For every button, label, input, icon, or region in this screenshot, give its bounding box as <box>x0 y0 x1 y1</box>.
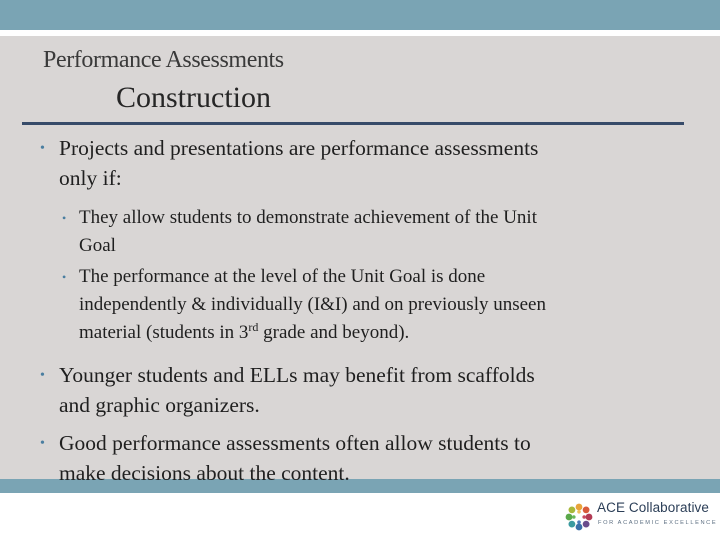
bullet-item-2 <box>40 360 690 420</box>
sub-bullet-text-line: Goal <box>79 235 116 256</box>
bullet-dot-icon: • <box>62 270 67 284</box>
sub-bullet-text-line <box>79 319 690 347</box>
top-accent-bar <box>0 0 720 30</box>
slide-title-line-1: Performance Assessments <box>43 47 284 73</box>
bullet-dot-icon: • <box>40 436 45 451</box>
sub-bullet-text-line: They allow students to demonstrate achievement of the Unit <box>79 207 537 228</box>
bullet-text-line: make decisions about the content. <box>59 461 350 485</box>
bullet-list <box>40 133 690 488</box>
slide-title-line-2: Construction <box>116 81 271 114</box>
ace-pinwheel-logo-icon <box>564 502 594 532</box>
sub-bullet-text-line: The performance at the level of the Unit Goal is done <box>79 266 486 287</box>
bullet-text-line: and graphic organizers. <box>59 393 260 417</box>
ace-collaborative-logo <box>562 499 718 535</box>
bullet-text-line: only if: <box>59 166 122 190</box>
bullet-dot-icon: • <box>40 368 45 383</box>
text-run: grade and beyond). <box>258 322 410 343</box>
bullet-text-line: Projects and presentations are performance assessments <box>59 136 539 160</box>
bullet-dot-icon: • <box>40 141 45 156</box>
superscript-ordinal: rd <box>248 320 259 334</box>
bullet-item-3 <box>40 428 690 488</box>
sub-bullet-text-line: independently & individually (I&I) and on previously unseen <box>79 294 546 315</box>
bullet-text-line: Younger students and ELLs may benefit from scaffolds <box>59 363 535 387</box>
logo-name: ACE Collaborative <box>597 500 710 515</box>
bullet-item-1 <box>40 133 690 193</box>
bullet-dot-icon: • <box>62 211 67 225</box>
sub-bullet-item-1 <box>62 204 690 260</box>
sub-bullet-item-2 <box>62 263 690 347</box>
bullet-text-line: Good performance assessments often allow students to <box>59 431 531 455</box>
logo-subtitle: FOR ACADEMIC EXCELLENCE <box>598 520 718 526</box>
title-underline <box>22 122 684 125</box>
text-run: material (students in 3 <box>79 322 249 343</box>
